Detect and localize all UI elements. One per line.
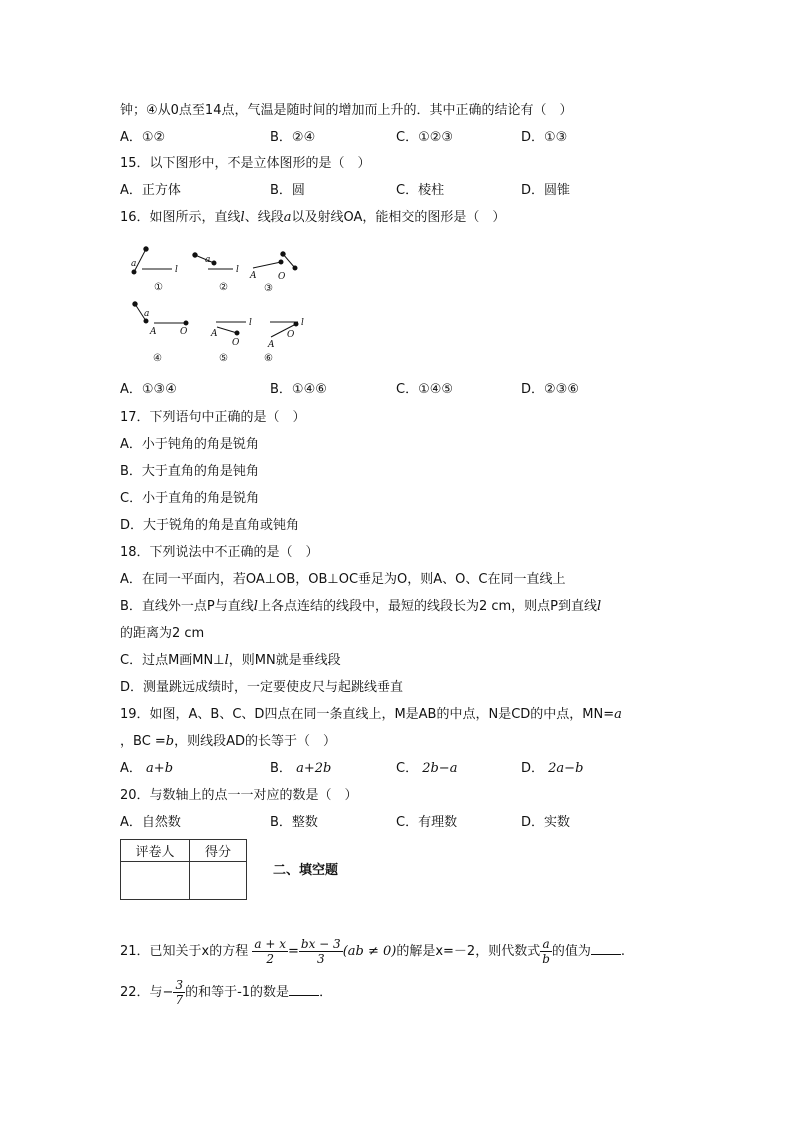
q21-answer-blank[interactable] (591, 942, 621, 955)
q21-f3-den: b (542, 952, 550, 966)
fig-number-1: ① (154, 282, 163, 293)
fig6-label-l: l (301, 318, 304, 328)
q14-option-b[interactable]: B．②④ (270, 130, 316, 145)
q19-var-b: b (165, 734, 175, 749)
fig4-label-a: a (144, 309, 150, 319)
q19-stem-cont (120, 733, 336, 751)
q21-condition: (ab ≠ 0) (342, 944, 397, 959)
q19-a-label: A． (120, 761, 142, 776)
q19-option-c[interactable] (396, 760, 457, 778)
q22-f-num: 3 (175, 978, 184, 992)
q16-option-d[interactable]: D．②③⑥ (521, 382, 579, 397)
q19-option-b[interactable] (270, 760, 331, 778)
fig4-label-O: O (180, 327, 188, 337)
q17-stem: 17．下列语句中正确的是（ ） (120, 410, 306, 425)
score-cell-grader[interactable] (121, 862, 190, 900)
fig1-label-l: l (175, 265, 178, 275)
q22-stem (120, 975, 332, 1011)
q22-fraction (173, 978, 185, 1007)
q22-neg: − (162, 985, 174, 1000)
q17-option-d[interactable]: D．大于锐角的角是直角或钝角 (120, 518, 300, 533)
q18-option-d[interactable]: D．测量跳远成绩时，一定要使皮尺与起跳线垂直 (120, 680, 404, 695)
q21-end: . (620, 944, 626, 959)
q22-end: ． (319, 985, 333, 1000)
section-heading: 二、填空题 (273, 863, 339, 878)
q16-option-c[interactable]: C．①④⑤ (396, 382, 454, 397)
fig-number-6: ⑥ (264, 353, 273, 364)
score-cell-score[interactable] (190, 862, 247, 900)
fig6-label-O: O (287, 330, 295, 340)
fig-number-3: ③ (264, 283, 273, 294)
fig5-label-l: l (249, 318, 252, 328)
q19-c-expr: 2b−a (422, 761, 458, 776)
q14-option-d[interactable]: D．①③ (521, 130, 568, 145)
q15-option-c[interactable]: C．棱柱 (396, 183, 445, 198)
q21-f1-den: 2 (266, 952, 275, 966)
q16-var-l: l (240, 210, 245, 225)
q17-option-c[interactable]: C．小于直角的角是锐角 (120, 491, 260, 506)
q19-b-expr: a+2b (296, 761, 332, 776)
q18-b-var-l: l (253, 599, 258, 614)
q19-a-expr: a+b (146, 761, 174, 776)
q14-option-a[interactable]: A．①② (120, 130, 166, 145)
fig5-label-A: A (211, 329, 218, 339)
fig-number-4: ④ (153, 353, 162, 364)
q21-fraction-2 (299, 937, 343, 966)
fig4-label-A: A (150, 327, 157, 337)
q18-c-var-l: l (224, 653, 229, 668)
q18-b-text-2: 上各点连结的线段中，最短的线段长为2 cm，则点P到直线 (257, 599, 597, 614)
q19-var-a: a (614, 707, 622, 722)
fig1-label-a: a (131, 259, 137, 269)
q21-fraction-3 (540, 937, 552, 966)
q21-equals: = (288, 944, 299, 959)
q21-text-1: 21．已知关于x的方程 (120, 944, 249, 959)
q21-f3-num: a (540, 937, 552, 952)
q19-c-label: C． (396, 761, 419, 776)
q20-option-a[interactable]: A．自然数 (120, 815, 181, 830)
fig2-label-l: l (236, 265, 239, 275)
q14-option-c[interactable]: C．①②③ (396, 130, 454, 145)
q21-fraction-1 (252, 937, 288, 966)
q19-option-a[interactable] (120, 760, 173, 778)
q21-f2-num: bx − 3 (300, 937, 341, 951)
q16-text-2: 、线段 (244, 210, 284, 225)
q17-option-a[interactable]: A．小于钝角的角是锐角 (120, 437, 259, 452)
q21-stem (120, 934, 625, 970)
q22-text-2: 的和等于-1的数是 (185, 985, 290, 1000)
fig3-label-A: A (250, 271, 257, 281)
q19-option-d[interactable] (521, 760, 583, 778)
score-header-grader: 评卷人 (121, 840, 190, 862)
q18-option-c[interactable] (120, 652, 341, 670)
q18-option-b[interactable] (120, 598, 601, 616)
q21-text-2: 的解是x=－2，则代数式 (396, 944, 541, 959)
fig2-label-a: a (205, 255, 211, 265)
q22-answer-blank[interactable] (289, 983, 319, 996)
q19-stem (120, 706, 622, 724)
score-header-score: 得分 (190, 840, 247, 862)
q17-option-b[interactable]: B．大于直角的角是钝角 (120, 464, 259, 479)
q19-text-1: 19．如图，A、B、C、D四点在同一条直线上，M是AB的中点，N是CD的中点，MN= (120, 707, 615, 722)
q21-f1-num: a + x (254, 937, 286, 951)
q18-c-text-2: ，则MN就是垂线段 (228, 653, 341, 668)
q16-text-1: 16．如图所示，直线 (120, 210, 241, 225)
fig5-label-O: O (232, 338, 240, 348)
q20-option-b[interactable]: B．整数 (270, 815, 318, 830)
q18-b-var-l2: l (597, 599, 602, 614)
q22-f-den: 7 (175, 993, 184, 1007)
fig6-label-A: A (268, 340, 275, 350)
q22-text-1: 22．与 (120, 985, 163, 1000)
q18-stem: 18．下列说法中不正确的是（ ） (120, 545, 319, 560)
q20-option-c[interactable]: C．有理数 (396, 815, 458, 830)
q20-stem: 20．与数轴上的点一一对应的数是（ ） (120, 788, 358, 803)
q18-option-a[interactable]: A．在同一平面内，若OA⊥OB，OB⊥OC垂足为O，则A、O、C在同一直线上 (120, 572, 566, 587)
q19-text-2: ，BC = (120, 734, 166, 749)
score-table (120, 839, 247, 900)
fig-number-2: ② (219, 282, 228, 293)
q15-stem: 15．以下图形中，不是立体图形的是（ ） (120, 156, 371, 171)
q19-text-3: ，则线段AD的长等于（ ） (174, 734, 337, 749)
q15-option-d[interactable]: D．圆锥 (521, 183, 571, 198)
q19-d-label: D． (521, 761, 545, 776)
q19-b-label: B． (270, 761, 292, 776)
q14-tail: 钟；④从0点至14点，气温是随时间的增加而上升的．其中正确的结论有（ ） (120, 103, 573, 118)
q19-d-expr: 2a−b (548, 761, 584, 776)
q21-text-3: 的值为 (551, 944, 591, 959)
q15-option-a[interactable]: A．正方体 (120, 183, 181, 198)
fig-number-5: ⑤ (219, 353, 228, 364)
fig3-label-O: O (278, 272, 286, 282)
q18-c-text-1: C．过点M画MN⊥ (120, 653, 225, 668)
q16-text-3: 以及射线OA，能相交的图形是（ ） (291, 210, 506, 225)
q15-option-b[interactable]: B．圆 (270, 183, 305, 198)
q18-option-b-cont: 的距离为2 cm (120, 626, 205, 641)
q18-b-text-1: B．直线外一点P与直线 (120, 599, 254, 614)
q16-var-a: a (283, 210, 292, 225)
q16-option-b[interactable]: B．①④⑥ (270, 382, 327, 397)
q20-option-d[interactable]: D．实数 (521, 815, 571, 830)
q21-f2-den: 3 (316, 952, 325, 966)
q16-option-a[interactable]: A．①③④ (120, 382, 177, 397)
